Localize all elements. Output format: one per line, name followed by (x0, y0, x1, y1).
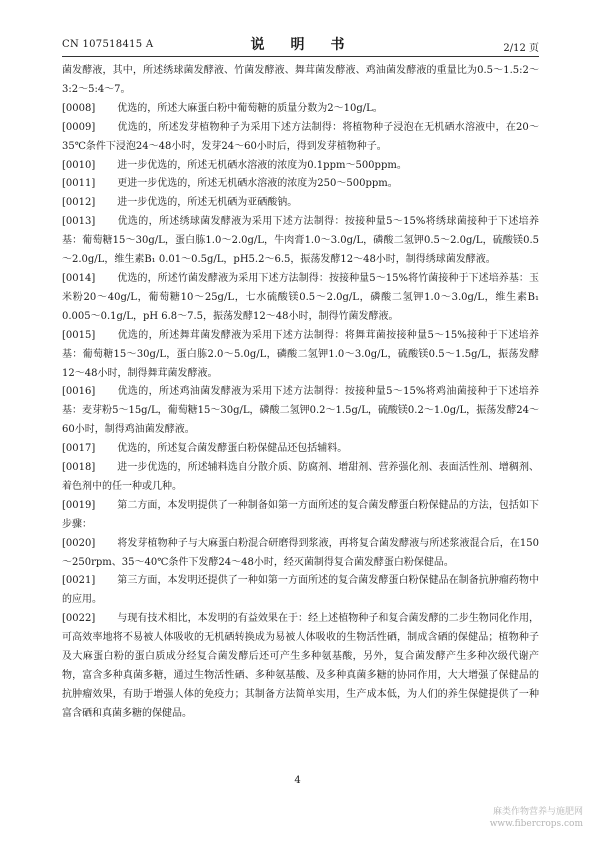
paragraph-number: [0014] (62, 272, 96, 284)
paragraph-number: [0011] (62, 178, 96, 190)
paragraph-text: 与现有技术相比，本发明的有益效果在于：经上述植物种子和复合菌发酵的二步生物同化作用，可高效率地将不易被人体吸收的无机硒转换成为易被人体吸收的生物活性硒，制成含硒的保健品；植物种子及大麻蛋白粉的蛋白质成分经复合菌发酵后还可产生多种氨基酸，另外，复合菌发酵产生多种次级代谢产物，富含多种真菌多糖，通过生物活性硒、多种氨基酸、及多种真菌多糖的协同作用，大大增强了保健品的抗肿瘤效果，有助于增强人体的免疫力；其制备方法简单实用，生产成本低，为人们的养生保健提供了一种富含硒和真菌多糖的保健品。 (62, 613, 539, 719)
paragraph-0015 (62, 327, 539, 384)
paragraph-0008 (62, 100, 539, 119)
paragraph-0020 (62, 535, 539, 573)
paragraph-number: [0013] (62, 216, 96, 228)
paragraph-number: [0018] (62, 462, 96, 474)
paragraph-text: 进一步优选的，所述辅料选自分散介质、防腐剂、增甜剂、营养强化剂、表面活性剂、增稠剂、着色剂中的任一种或几种。 (62, 462, 539, 492)
watermark-url: www.fibercrops.com (489, 819, 583, 829)
paragraph-text: 进一步优选的，所述无机硒水溶液的浓度为0.1ppm～500ppm。 (117, 159, 407, 171)
paragraph-text: 优选的，所述绣球菌发酵液为采用下述方法制得：按接种量5～15%将绣球菌接种于下述培养基：葡萄糖15～30g/L，蛋白胨1.0～2.0g/L，牛肉膏1.0～3.0g/L，磷酸二氢钾0.5～2.0g/L，硫酸镁0.5～2.0g/L，维生素B₁ 0.01～0.5g/L，pH5.2～6.5，振荡发酵12～48小时，制得绣球菌发酵液。 (62, 216, 539, 266)
paragraph-number: [0010] (62, 159, 96, 171)
page-number: 4 (294, 775, 301, 786)
paragraph-0009 (62, 119, 539, 157)
paragraph-number: [0022] (62, 613, 96, 625)
paragraph-continuation (62, 62, 539, 100)
publication-number: CN 107518415 A (62, 39, 154, 50)
paragraph-number: [0016] (62, 386, 96, 398)
paragraph-0011 (62, 175, 539, 194)
site-watermark (490, 806, 583, 830)
paragraph-0016 (62, 383, 539, 440)
paragraph-text: 第二方面，本发明提供了一种制备如第一方面所述的复合菌发酵蛋白粉保健品的方法，包括如下步骤： (62, 499, 539, 530)
paragraph-number: [0015] (62, 329, 96, 341)
paragraph-text: 优选的，所述复合菌发酵蛋白粉保健品还包括辅料。 (117, 443, 348, 455)
paragraph-number: [0020] (62, 537, 96, 549)
paragraph-0012 (62, 194, 539, 213)
paragraph-text: 优选的，所述发芽植物种子为采用下述方法制得：将植物种子浸泡在无机硒水溶液中，在20～35℃条件下浸泡24～48小时，发芽24～60小时后，得到发芽植物种子。 (62, 121, 539, 152)
document-body (62, 62, 539, 724)
paragraph-0021 (62, 572, 539, 610)
paragraph-number: [0019] (62, 499, 96, 511)
page-header (62, 34, 539, 52)
paragraph-0022 (62, 610, 539, 723)
watermark-site-name: 麻类作物营养与施肥网 (492, 807, 583, 817)
paragraph-text: 优选的，所述鸡油菌发酵液为采用下述方法制得：按接种量5～15%将鸡油菌接种于下述培养基：麦芽粉5～15g/L，葡萄糖15～30g/L，磷酸二氢钾0.2～1.5g/L，硫酸镁0.2～1.0g/L，振荡发酵24～60小时，制得鸡油菌发酵液。 (62, 386, 539, 436)
paragraph-number: [0017] (62, 443, 96, 455)
paragraph-text: 优选的，所述竹菌发酵液为采用下述方法制得：按接种量5～15%将竹菌接种于下述培养基：玉米粉20～40g/L，葡萄糖10～25g/L，七水硫酸镁0.5～2.0g/L，磷酸二氢钾1.0～3.0g/L，维生素B₁ 0.005～0.1g/L，pH 6.8～7.5，振荡发酵12～48小时，制得竹菌发酵液。 (62, 272, 539, 322)
header-divider (62, 56, 539, 57)
paragraph-text: 更进一步优选的，所述无机硒水溶液的浓度为250～500ppm。 (117, 178, 398, 190)
paragraph-0019 (62, 497, 539, 535)
paragraph-0018 (62, 459, 539, 497)
paragraph-text: 进一步优选的，所述无机硒为亚硒酸钠。 (117, 197, 298, 209)
paragraph-0014 (62, 270, 539, 327)
paragraph-number: [0009] (62, 121, 96, 133)
page-indicator: 2/12 页 (503, 43, 539, 54)
paragraph-text: 菌发酵液，其中，所述绣球菌发酵液、竹菌发酵液、舞茸菌发酵液、鸡油菌发酵液的重量比为0.5～1.5:2～3:2～5:4～7。 (62, 65, 539, 95)
paragraph-text: 将发芽植物种子与大麻蛋白粉混合研磨得到浆液，再将复合菌发酵液与所述浆液混合后，在150～250rpm、35～40℃条件下发酵24～48小时，经灭菌制得复合菌发酵蛋白粉保健品。 (62, 537, 539, 568)
paragraph-text: 优选的，所述舞茸菌发酵液为采用下述方法制得：将舞茸菌按接种量5～15%接种于下述培养基：葡萄糖15～30g/L，蛋白胨2.0～5.0g/L，磷酸二氢钾1.0～3.0g/L，硫酸镁0.5～1.5g/L，振荡发酵12～48小时，制得舞茸菌发酵液。 (62, 329, 539, 379)
paragraph-number: [0021] (62, 575, 96, 587)
paragraph-0010 (62, 157, 539, 176)
paragraph-number: [0012] (62, 197, 96, 209)
paragraph-text: 第三方面，本发明还提供了一种如第一方面所述的复合菌发酵蛋白粉保健品在制备抗肿瘤药物中的应用。 (62, 575, 539, 606)
page-title: 说 明 书 (250, 37, 351, 53)
paragraph-text: 优选的，所述大麻蛋白粉中葡萄糖的质量分数为2～10g/L。 (117, 102, 383, 114)
paragraph-number: [0008] (62, 102, 96, 114)
paragraph-0017 (62, 440, 539, 459)
paragraph-0013 (62, 213, 539, 270)
